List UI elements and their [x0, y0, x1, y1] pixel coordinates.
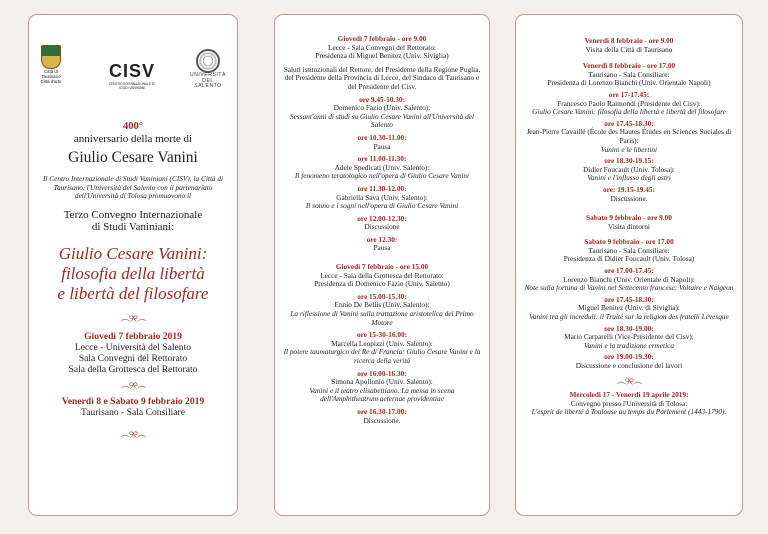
- talk-time: ore 11.30-12.00:: [357, 183, 407, 193]
- talk-title: Vanini e la tradizione ermetica: [584, 340, 674, 350]
- session-place: Taurisano - Sala Consiliare:: [588, 245, 670, 255]
- convegno-line-1: Terzo Convegno Internazionale: [63, 208, 203, 221]
- talk-time: ore 18.30-19.00:: [604, 323, 654, 333]
- university-seal-icon: [196, 49, 220, 73]
- ornament-divider: ෴୨୧෴: [120, 313, 146, 325]
- talk-title: Sessant'anni di studi su Giulio Cesare Vanini all'Università del Salento: [289, 111, 475, 130]
- talk-item: [516, 325, 742, 351]
- city-crest-icon: [41, 45, 61, 69]
- session-header: Venerdì 8 febbraio - ore 9.00: [584, 36, 674, 45]
- talk-item: [516, 120, 742, 154]
- session-place: Lecce - Sala Convegni del Rettorato:: [328, 42, 436, 52]
- talk-item: [275, 408, 489, 425]
- talk-speaker: Didier Foucault (Univ. Tolosa):: [583, 164, 675, 174]
- talk-time: ore 17.00-17.45:: [604, 266, 654, 276]
- talk-speaker: Adele Spedicati (Univ. Salento):: [334, 162, 430, 172]
- session-place: Lecce - Sala della Grottesca del Rettorato:: [320, 270, 444, 280]
- talk-speaker: Simona Apollonio (Univ. Salento):: [331, 377, 433, 387]
- talk-speaker: Discussione: [364, 222, 400, 232]
- session-chair: Presidenza di Lorenzo Bianchi (Univ. Orientale Napoli): [547, 78, 711, 88]
- talk-speaker: Ennio De Bellis (Univ. Salento):: [334, 300, 430, 310]
- talk-speaker: Gabriella Sava (Univ. Salento):: [336, 192, 428, 202]
- session-place: Convegno presso l'Università di Tolosa:: [570, 398, 688, 408]
- session-talks: [516, 267, 742, 371]
- session-header: Venerdì 8 febbraio - ore 17.00: [582, 61, 676, 71]
- session-header: Mercoledì 17 - Venerdì 19 aprile 2019:: [569, 390, 689, 400]
- talk-speaker: Marcella Leopizzi (Univ. Salento):: [331, 338, 433, 348]
- promoters-text: Il Centro Internazionale di Studi Vaniniani (CISV), la Città di Taurisano, l'Università del Salento con il partenariato dell'Università di Tolosa promuovono il: [42, 174, 224, 200]
- talk-title: Note sulla fortuna di Vanini nel Settecento francese: Voltaire e Naigeon: [524, 283, 734, 293]
- talk-title: Vanini e le libertini: [600, 144, 658, 154]
- taurisano-logo-caption: Città di Taurisano Città d'arte: [40, 69, 62, 84]
- talk-speaker: Francesco Paolo Raimondi (Presidente del Cisv):: [557, 98, 701, 108]
- talk-time: ore 16.00-16.30:: [357, 368, 407, 378]
- talk-item: [516, 267, 742, 293]
- talk-item: [275, 331, 489, 365]
- talk-time: ore 12.30:: [366, 234, 398, 244]
- cisv-logo: [105, 61, 159, 90]
- talk-item: [516, 186, 742, 203]
- talk-speaker: Mario Carparelli (Vice-Presidente del Cisv):: [564, 332, 694, 342]
- talk-item: [275, 155, 489, 181]
- conference-title-line-3: e libertà del filosofare: [57, 283, 209, 303]
- talk-title: Il potere taumaturgico dei Re di Francia: Giulio Cesare Vanini e la ricerca della verità: [283, 347, 481, 365]
- talk-title: Vanini e il teatro elisabettiano. La messa in scena dell'Amphitheatrum aeternae providentiae: [309, 385, 455, 404]
- talk-speaker: Discussione e conclusione dei lavori: [575, 361, 683, 370]
- venue-taurisano: Taurisano - Sala Consiliare: [80, 406, 186, 418]
- thursday-program-panel: [274, 14, 490, 516]
- university-logo-caption: UNIVERSITÀ DEL SALENTO: [190, 72, 227, 90]
- session-chair: Presidenza di Domenico Fazio (Univ. Salento): [314, 279, 450, 289]
- date-thursday: Giovedì 7 febbraio 2019: [84, 330, 182, 342]
- session-place: Taurisano - Sala Consiliare:: [588, 69, 670, 79]
- session-header: Sabato 9 febbraio - ore 9.00: [586, 213, 672, 223]
- honoree-name: Giulio Cesare Vanini: [68, 149, 198, 166]
- session-talks: [516, 91, 742, 203]
- friday-saturday-program-panel: [515, 14, 743, 516]
- talk-title: Giulio Cesare Vanini: filosofia della libertà e libertà del filosofare: [532, 107, 726, 117]
- talk-title: La riflessione di Vanini sulla trattazione aristotelica del Primo Motore: [290, 309, 474, 327]
- session-chair: Presidenza di Miguel Benitez (Univ. Siviglia): [315, 51, 449, 61]
- cover-panel: [28, 14, 238, 516]
- anniversary-text: anniversario della morte di: [73, 133, 193, 145]
- talk-time: ore 12.00-12.30:: [357, 213, 407, 223]
- talk-item: [275, 134, 489, 151]
- session-talks: [275, 96, 489, 254]
- session-header: Sabato 9 febbraio - ore 17.00: [584, 237, 674, 247]
- conference-title-line-2: filosofia della libertà: [61, 263, 205, 283]
- talk-item: [275, 96, 489, 130]
- conference-title-line-1: Giulio Cesare Vanini:: [58, 243, 208, 263]
- session-text: Visita della Città di Taurisano: [585, 44, 673, 54]
- talk-title: Il fenomeno teratologico nell'opera di Giulio Cesare Vanini: [294, 171, 470, 181]
- talk-item: [275, 215, 489, 232]
- session-talks: [275, 293, 489, 425]
- talk-title: Vanini e l'influsso degli astri: [587, 173, 671, 183]
- university-logo: [190, 49, 226, 90]
- talk-time: ore 18.30-19.15:: [604, 156, 654, 166]
- talk-speaker: Discussione.: [363, 415, 401, 425]
- date-friday-saturday: Venerdì 8 e Sabato 9 febbraio 2019: [61, 395, 205, 407]
- talk-time: ore 15-30-16.00:: [356, 330, 408, 340]
- talk-time: ore: 19.15-19.45:: [603, 184, 655, 194]
- talk-time: ore 15.00-15.30:: [357, 291, 407, 301]
- venue-sala-convegni: Sala Convegni del Rettorato: [78, 352, 188, 364]
- convegno-line-2: di Studi Vaniniani:: [91, 221, 175, 233]
- taurisano-logo: [38, 45, 64, 84]
- session-header: Giovedì 7 febbraio - ore 15.00: [335, 262, 429, 272]
- talk-speaker: Pausa: [373, 141, 391, 151]
- talk-speaker: Miguel Benitez (Univ. di Siviglia):: [578, 303, 680, 313]
- talk-time: ore 9.45-10.30:: [359, 94, 405, 104]
- cisv-logo-mark: CISV: [108, 61, 155, 81]
- talk-time: ore 16.30-17.00:: [357, 406, 407, 416]
- session-header: Giovedì 7 febbraio - ore 9.00: [337, 34, 427, 43]
- session-text: Visita dintorni: [608, 221, 650, 231]
- talk-item: [275, 185, 489, 211]
- talk-speaker: Discussione.: [610, 193, 648, 203]
- talk-item: [516, 157, 742, 183]
- conference-title: [29, 244, 237, 304]
- talk-item: [516, 91, 742, 117]
- talk-item: [516, 353, 742, 370]
- session-talk-title: L'esprit de liberté à Toulouse au temps du Parlement (1443-1790).: [531, 407, 727, 417]
- logos-row: [29, 15, 237, 90]
- talk-title: Vanini tra gli increduli: il Traité sur la religion des fratelli Lévesque: [529, 312, 729, 322]
- ornament-divider: ෴୨୧෴: [120, 380, 146, 392]
- talk-speaker: Pausa: [373, 243, 391, 253]
- talk-time: ore 17.45-18.30:: [604, 118, 654, 128]
- talk-item: [275, 370, 489, 404]
- talk-item: [516, 296, 742, 322]
- venue-lecce: Lecce - Università del Salento: [74, 341, 192, 353]
- ornament-divider: ෴୨୧෴: [616, 376, 642, 388]
- talk-item: [275, 293, 489, 327]
- venue-sala-grottesca: Sala della Grottesca del Rettorato: [68, 363, 198, 375]
- talk-time: ore 17.45-18.30:: [604, 294, 654, 304]
- talk-time: ore 10.30-11.00:: [357, 132, 407, 142]
- talk-speaker: Domenico Fazio (Univ. Salento):: [333, 103, 431, 113]
- talk-time: ore 17-17.45:: [608, 89, 650, 99]
- institutional-greetings: Saluti istituzionali del Rettore, del Presidente della Regione Puglia, del Presidente della Provincia di Lecce, del Sindaco di Taurisano e del Presidente del Cisv.: [283, 64, 481, 91]
- ornament-divider: ෴୨୧෴: [120, 429, 146, 441]
- session-chair: Presidenza di Didier Foucault (Univ. Tolosa): [563, 254, 695, 264]
- talk-item: [275, 236, 489, 253]
- talk-time: ore 11.00-11.30:: [357, 154, 407, 164]
- cisv-logo-caption: CENTRO INTERNAZIONALE DI STUDI VANINIANI: [108, 82, 156, 90]
- talk-title: Il sonno e i sogni nell'opera di Giulio Cesare Vanini: [305, 201, 459, 211]
- talk-speaker: Lorenzo Bianchi (Univ. Orientale di Napoli):: [563, 274, 695, 284]
- talk-speaker: Jean-Pierre Cavaillé (École des Hautes Études en Sciences Sociales di Paris):: [526, 127, 732, 145]
- anniversary-number: 400°: [123, 121, 143, 132]
- talk-time: ore 19.00-19.30:: [604, 352, 654, 362]
